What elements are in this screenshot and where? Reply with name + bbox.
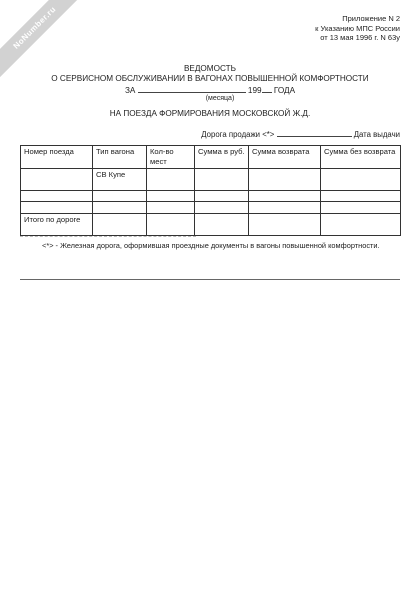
year-blank-line [262,84,272,93]
table-cell [147,169,195,191]
table-cell [195,191,249,202]
table-cell [321,169,401,191]
header-refund-sum: Сумма возврата [249,146,321,169]
table-cell [147,202,195,214]
report-table [20,145,401,236]
table-cell [249,202,321,214]
table-cell [321,202,401,214]
header-non-refund-sum: Сумма без возврата [321,146,401,169]
footnote [20,241,400,251]
table-cell [93,191,147,202]
road-sales-label: Дорога продажи <*> [201,130,275,139]
table-cell [195,214,249,236]
header-sum-rub: Сумма в руб. [195,146,249,169]
header-train-number: Номер поезда [21,146,93,169]
document-subtitle: О СЕРВИСНОМ ОБСЛУЖИВАНИИ В ВАГОНАХ ПОВЫШЕННОЙ КОМФОРТНОСТИ [51,74,369,83]
table-cell [93,202,147,214]
table-total-row [21,214,401,236]
watermark-text: NoNumber.ru [11,4,58,51]
period-za-label: ЗА [124,86,136,95]
footnote-text: <*> - Железная дорога, оформившая проездные документы в вагоны повышенной комфортности. [42,241,380,250]
header-seat-count: Кол-во мест [147,146,195,169]
month-blank-line [138,84,246,93]
table-cell [249,214,321,236]
table-cell [321,191,401,202]
month-note: (месяца) [205,95,235,102]
table-cell [147,214,195,236]
year-label: ГОДА [273,86,296,95]
footnote-separator [20,236,196,237]
table-cell-car-types: СВ Купе [93,169,147,191]
table-cell [21,169,93,191]
table-cell [21,191,93,202]
road-sales-line [201,128,400,140]
table-header-row [21,146,401,169]
table-row [21,202,401,214]
road-sales-blank-line [277,128,352,137]
table-cell [147,191,195,202]
table-cell [21,202,93,214]
table-cell [321,214,401,236]
appendix-line-3: от 13 мая 1996 г. N 63у [320,33,400,42]
appendix-line-1: Приложение N 2 [342,14,400,23]
header-car-type: Тип вагона [93,146,147,169]
table-cell [195,169,249,191]
table-cell [249,191,321,202]
appendix-line-2: к Указанию МПС России [315,23,400,33]
table-cell [195,202,249,214]
document-title: ВЕДОМОСТЬ [183,64,237,73]
appendix-block [315,14,400,43]
table-row [21,191,401,202]
table-cell [249,169,321,191]
table-row [21,169,401,191]
bottom-divider [20,279,400,280]
issue-date-label: Дата выдачи [353,130,400,139]
total-label: Итого по дороге [21,214,93,236]
table-cell [93,214,147,236]
train-formation-line: НА ПОЕЗДА ФОРМИРОВАНИЯ МОСКОВСКОЙ Ж.Д. [109,109,311,118]
year-prefix: 199 [247,86,262,95]
